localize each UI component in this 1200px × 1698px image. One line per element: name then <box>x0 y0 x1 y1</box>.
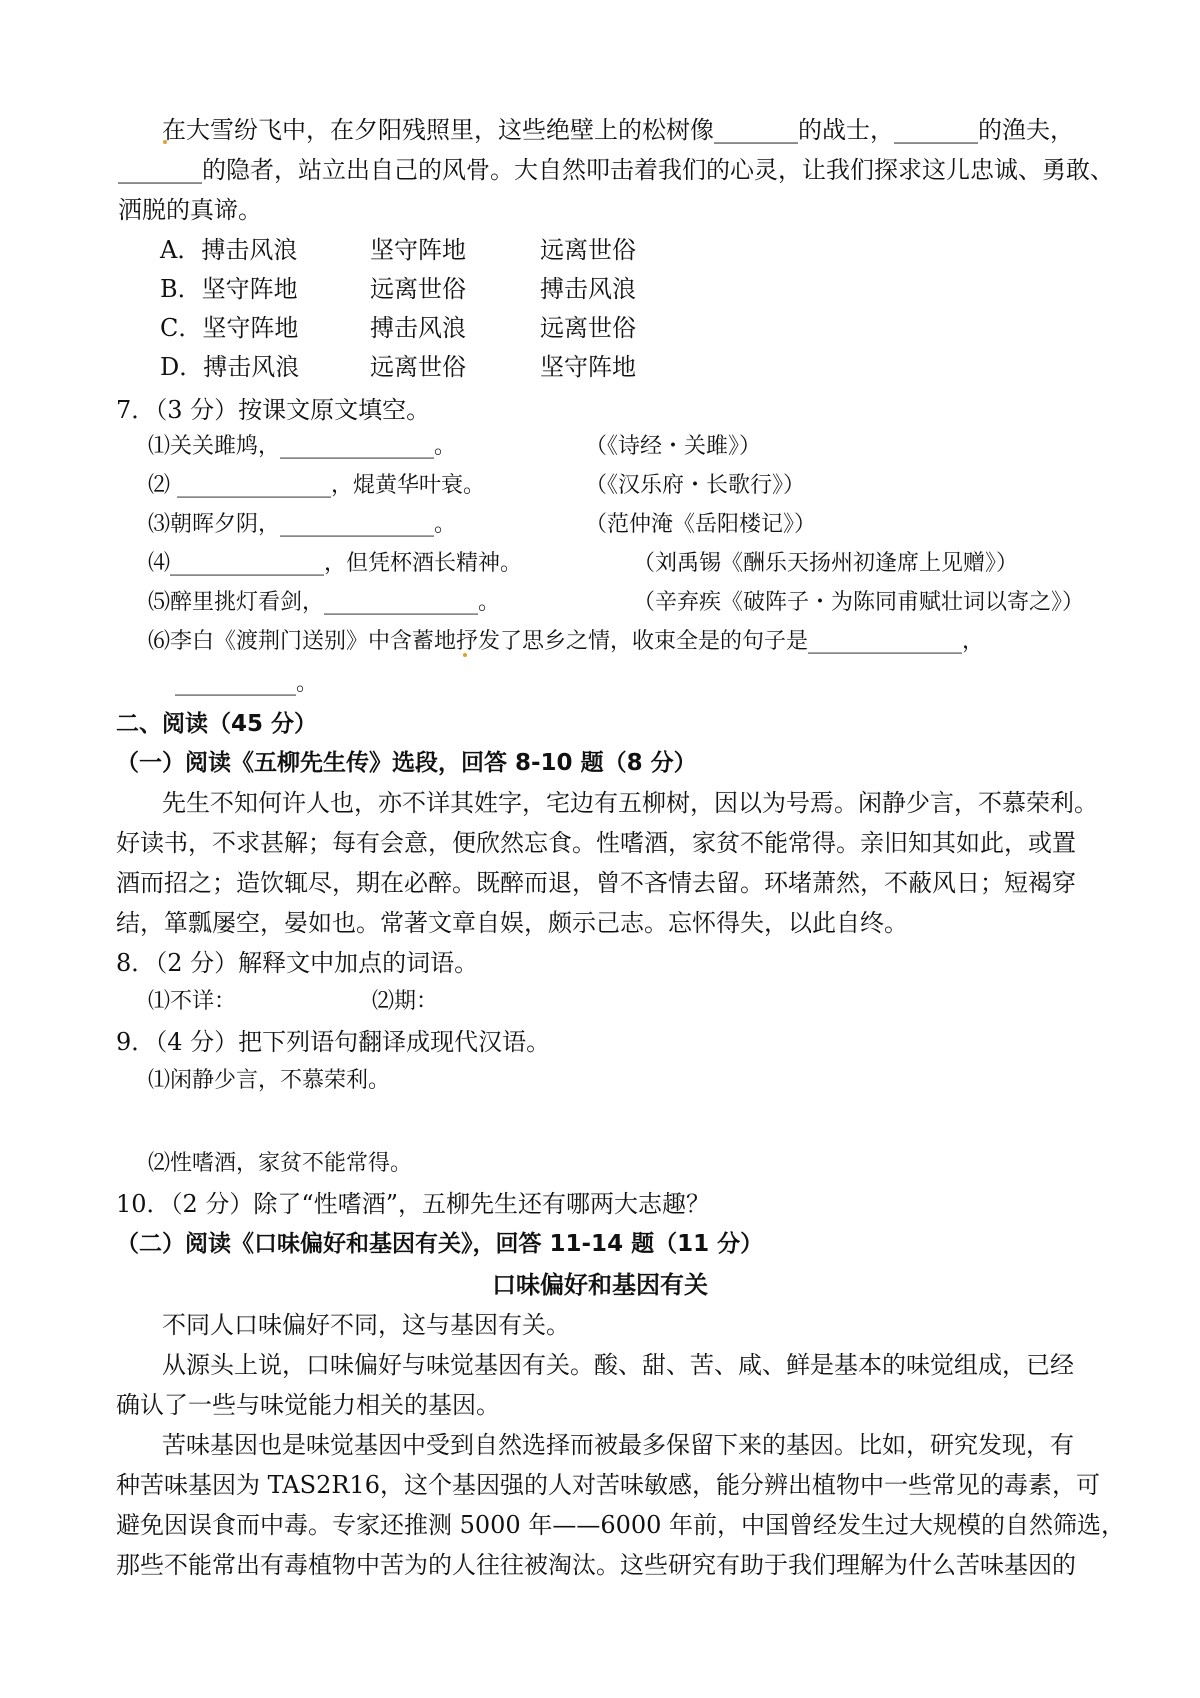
q7-item6-line2: ___________。 <box>175 671 319 696</box>
option-c-b: 搏击风浪 <box>370 314 466 342</box>
option-a-b: 坚守阵地 <box>370 236 466 264</box>
passage6-line3: 洒脱的真谛。 <box>118 196 262 224</box>
q7-item2: ⑵ ______________，焜黄华叶衰。 <box>148 473 485 498</box>
option-c-label: C．坚守阵地 <box>160 314 299 342</box>
option-a-c: 远离世俗 <box>540 236 636 264</box>
article-line: 确认了一些与味觉能力相关的基因。 <box>116 1391 500 1419</box>
q7-item5: ⑸醉里挑灯看剑，______________。 <box>148 590 501 615</box>
option-d-label: D．搏击风浪 <box>160 353 300 381</box>
article-line: 那些不能常出有毒植物中苦为的人往往被淘汰。这些研究有助于我们理解为什么苦味基因的 <box>116 1551 1076 1579</box>
article-line: 种苦味基因为 TAS2R16，这个基因强的人对苦味敏感，能分辨出植物中一些常见的毒素，可 <box>116 1471 1100 1499</box>
q8-item2: ⑵期： <box>372 989 439 1014</box>
passage-line: 好读书，不求甚解；每有会意，便欣然忘食。性嗜酒，家贫不能常得。亲旧知其如此，或置 <box>116 829 1076 857</box>
passage-line: 先生不知何许人也，亦不详其姓字，宅边有五柳树，因以为号焉。闲静少言，不慕荣利。 <box>162 789 1098 817</box>
q7-item3: ⑶朝晖夕阴，______________。 <box>148 512 457 537</box>
q9-item2: ⑵性嗜酒，家贫不能常得。 <box>148 1151 413 1176</box>
q7-item3-source: （范仲淹《岳阳楼记》） <box>585 512 817 537</box>
article-line: 不同人口味偏好不同，这与基因有关。 <box>162 1311 570 1339</box>
passage-line: 酒而招之；造饮辄尽，期在必醉。既醉而退，曾不吝情去留。环堵萧然，不蔽风日；短褐穿 <box>116 869 1076 897</box>
article-title: 口味偏好和基因有关 <box>492 1271 708 1299</box>
part1-title: （一）阅读《五柳先生传》选段，回答 8-10 题（8 分） <box>116 750 697 776</box>
article-line: 苦味基因也是味觉基因中受到自然选择而被最多保留下来的基因。比如，研究发现，有 <box>162 1431 1074 1459</box>
q7-item6-line1: ⑹李白《渡荆门送别》中含蓄地抒发了思乡之情，收束全是的句子是______________， <box>148 629 985 654</box>
option-a-label: A．搏击风浪 <box>160 236 298 264</box>
option-d-b: 远离世俗 <box>370 353 466 381</box>
option-c-c: 远离世俗 <box>540 314 636 342</box>
section2-title: 二、阅读（45 分） <box>116 711 318 737</box>
q9-item1: ⑴闲静少言，不慕荣利。 <box>148 1068 391 1093</box>
q8-stem: 8．（2 分）解释文中加点的词语。 <box>116 949 479 977</box>
q10-stem: 10．（2 分）除了“性嗜酒”，五柳先生还有哪两大志趣？ <box>116 1190 710 1218</box>
option-b-c: 搏击风浪 <box>540 275 636 303</box>
option-b-b: 远离世俗 <box>370 275 466 303</box>
q7-item4: ⑷______________，但凭杯酒长精神。 <box>148 551 523 576</box>
q7-item2-source: （《汉乐府・长歌行》） <box>585 473 806 498</box>
article-line: 避免因误食而中毒。专家还推测 5000 年——6000 年前，中国曾经发生过大规模的自然筛选， <box>116 1511 1126 1539</box>
q8-item1: ⑴不详： <box>148 989 237 1014</box>
option-d-c: 坚守阵地 <box>540 353 636 381</box>
q7-item1-source: （《诗经・关雎》） <box>585 434 762 459</box>
part2-title: （二）阅读《口味偏好和基因有关》，回答 11-14 题（11 分） <box>116 1231 764 1257</box>
q7-item5-source: （辛弃疾《破阵子・为陈同甫赋壮词以寄之》） <box>633 590 1085 615</box>
passage-line: 结，箪瓢屡空，晏如也。常著文章自娱，颇示己志。忘怀得失，以此自终。 <box>116 909 908 937</box>
q7-item1: ⑴关关雎鸠，______________。 <box>148 434 457 459</box>
option-b-label: B．坚守阵地 <box>160 275 298 303</box>
q7-stem: 7．（3 分）按课文原文填空。 <box>116 396 431 424</box>
q7-item4-source: （刘禹锡《酬乐天扬州初逢席上见赠》） <box>633 551 1019 576</box>
q9-stem: 9．（4 分）把下列语句翻译成现代汉语。 <box>116 1028 551 1056</box>
passage6-line2: _______的隐者，站立出自己的风骨。大自然叩击着我们的心灵，让我们探求这儿忠诚、勇敢、 <box>118 156 1114 184</box>
article-line: 从源头上说，口味偏好与味觉基因有关。酸、甜、苦、咸、鲜是基本的味觉组成，已经 <box>162 1351 1074 1379</box>
passage6-line1: 在大雪纷飞中，在夕阳残照里，这些绝壁上的松树像_______的战士，_______的渔夫， <box>162 116 1074 144</box>
